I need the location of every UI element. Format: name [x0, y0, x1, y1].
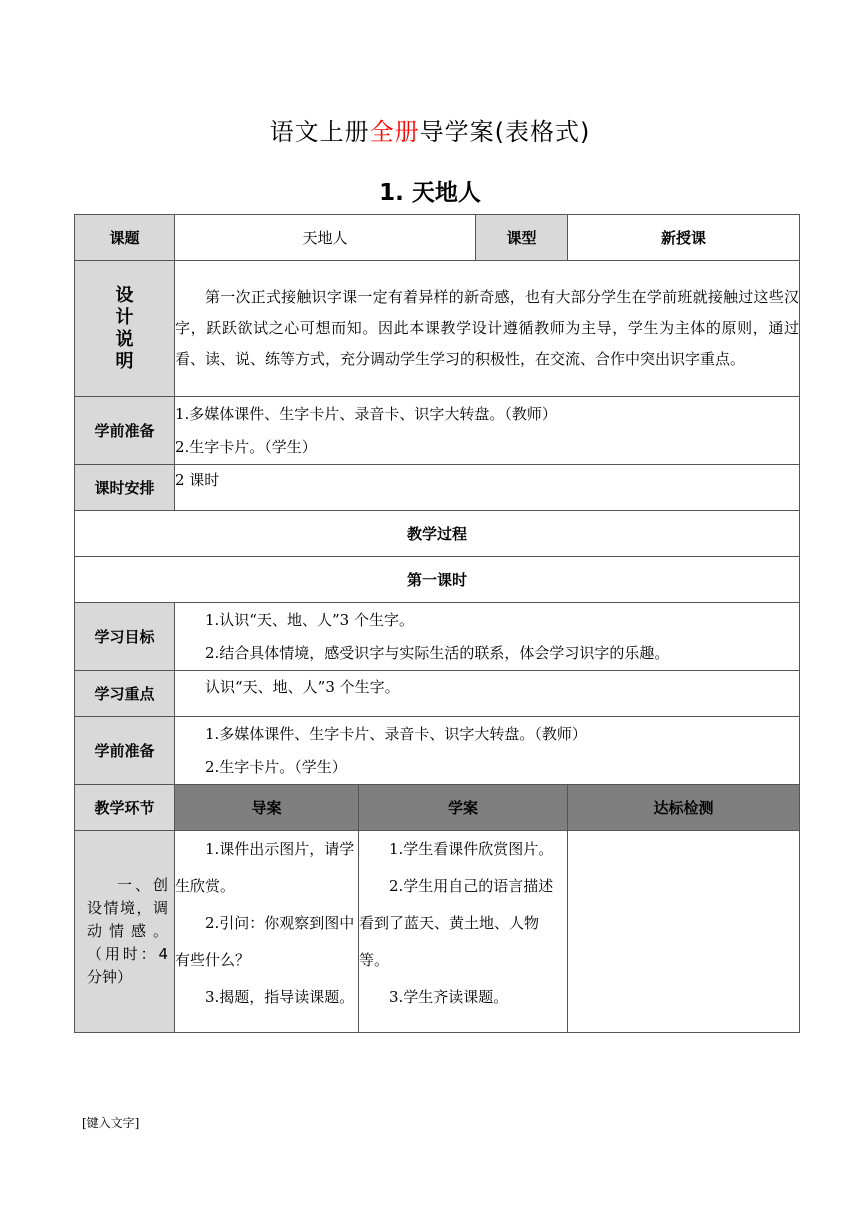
- study-item: 2.学生用自己的语言描述看到了蓝天、黄土地、人物等。: [359, 877, 554, 969]
- type-label: 课型: [476, 215, 568, 261]
- footer-placeholder[interactable]: [键入文字]: [82, 1116, 140, 1130]
- first-lesson-title: 第一课时: [75, 557, 800, 603]
- schedule-row: [75, 465, 800, 511]
- topic-label: 课题: [75, 215, 175, 261]
- stage-name-cell: [75, 831, 175, 1033]
- stage-name: 一、创设情境，调动情感。（用时：4 分钟）: [87, 876, 168, 986]
- design-label-text: [115, 285, 135, 373]
- stage-header: 教学环节: [75, 785, 175, 831]
- study-item: 1.学生看课件欣赏图片。: [389, 840, 554, 858]
- prep-label-1: 学前准备: [75, 397, 175, 465]
- stage-row: [75, 831, 800, 1033]
- study-item: 3.学生齐读课题。: [389, 988, 509, 1006]
- lesson-plan-table: [74, 214, 800, 1033]
- focus-label: 学习重点: [75, 671, 175, 717]
- goals-list: [175, 603, 800, 671]
- topic-value: 天地人: [175, 215, 476, 261]
- design-label-char: 设: [115, 284, 134, 306]
- prep-list-2: [175, 717, 800, 785]
- design-label-char: 计: [115, 306, 134, 328]
- design-text: 第一次正式接触识字课一定有着异样的新奇感，也有大部分学生在学前班就接触过这些汉字，跃跃欲试之心可想而知。因此本课教学设计遵循教师为主导，学生为主体的原则，通过看、读、说、练等方式，充分调动学生学习的积极性，在交流、合作中突出识字重点。: [175, 261, 800, 397]
- focus-value: 认识“天、地、人”3 个生字。: [175, 671, 800, 717]
- study-cell: [359, 831, 568, 1033]
- prep-label-2: 学前准备: [75, 717, 175, 785]
- prep-item: 1.多媒体课件、生字卡片、录音卡、识字大转盘。（教师）: [175, 404, 557, 423]
- check-header: 达标检测: [568, 785, 800, 831]
- schedule-label: 课时安排: [75, 465, 175, 511]
- first-lesson-row: [75, 557, 800, 603]
- process-header-row: [75, 785, 800, 831]
- prep-item: 1.多媒体课件、生字卡片、录音卡、识字大转盘。（教师）: [205, 724, 587, 743]
- lesson-title: 1. 天地人: [379, 180, 481, 206]
- study-header: 学案: [359, 785, 568, 831]
- design-label-char: 明: [115, 350, 134, 372]
- document-title: 语文上册全册导学案(表格式): [269, 118, 591, 146]
- guide-cell: [175, 831, 359, 1033]
- topic-row: [75, 215, 800, 261]
- guide-item: 1.课件出示图片，请学生欣赏。: [175, 840, 355, 895]
- prep-item: 2.生字卡片。（学生）: [205, 757, 347, 776]
- goals-label: 学习目标: [75, 603, 175, 671]
- guide-item: 3.揭题，指导读课题。: [205, 988, 355, 1006]
- schedule-value: 2 课时: [175, 465, 800, 511]
- guide-item: 2.引问：你观察到图中有些什么？: [175, 914, 355, 969]
- prep-item: 2.生字卡片。（学生）: [175, 437, 317, 456]
- prep-row-1: [75, 397, 800, 465]
- design-label-char: 说: [115, 328, 134, 350]
- focus-row: [75, 671, 800, 717]
- prep-row-2: [75, 717, 800, 785]
- goal-item: 2.结合具体情境，感受识字与实际生活的联系，体会学习识字的乐趣。: [205, 643, 670, 662]
- process-title: 教学过程: [75, 511, 800, 557]
- design-label: [75, 261, 175, 397]
- guide-header: 导案: [175, 785, 359, 831]
- goals-row: [75, 603, 800, 671]
- title-highlight: 全册: [369, 118, 420, 146]
- check-cell: [568, 831, 800, 1033]
- type-value: 新授课: [568, 215, 800, 261]
- prep-list-1: [175, 397, 800, 465]
- goal-item: 1.认识“天、地、人”3 个生字。: [205, 610, 414, 629]
- process-title-row: [75, 511, 800, 557]
- design-row: [75, 261, 800, 397]
